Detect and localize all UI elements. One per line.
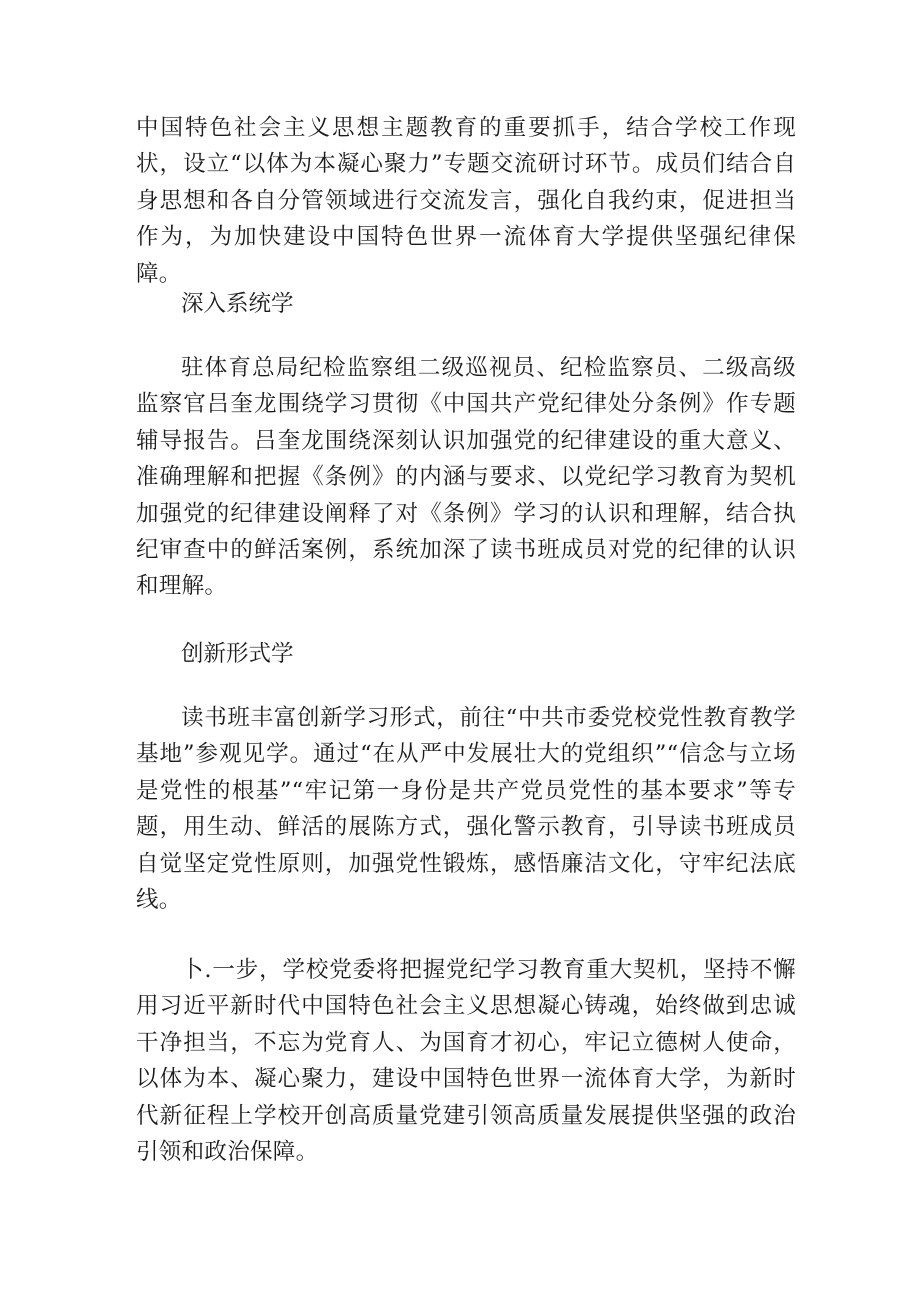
paragraph-next-steps: 卜.一步，学校党委将把握党纪学习教育重大契机，坚持不懈用习近平新时代中国特色社会主义思想凝心铸魂，始终做到忠诚干净担当，不忘为党育人、为国育才初心，牢记立德树人使命，以体为本、凝心聚力，建设中国特色世界一流体育大学，为新时代新征程上学校开创高质量党建引领高质量发展提供坚强的政治引领和政治保障。 — [136, 957, 796, 1166]
section-heading-innovative-study: 创新形式学 — [181, 641, 294, 667]
section-heading-deep-study: 深入系统学 — [181, 291, 294, 317]
paragraph-site-visit: 读书班丰富创新学习形式，前往“中共市委党校党性教育教学基地”参观见学。通过“在从严中发展壮大的党组织”“信念与立场是党性的根基”“牢记第一身份是共产党员党性的基本要求”等专题，用生动、鲜活的展陈方式，强化警示教育，引导读书班成员自觉坚定党性原则，加强党性锻炼，感悟廉洁文化，守牢纪法底线。 — [136, 705, 796, 914]
paragraph-seminar-summary: 中国特色社会主义思想主题教育的重要抓手，结合学校工作现状，设立“以体为本凝心聚力”专题交流研讨环节。成员们结合自身思想和各自分管领域进行交流发言，强化自我约束，促进担当作为，为加快建设中国特色世界一流体育大学提供坚强纪律保障。 — [136, 115, 796, 287]
paragraph-lecture-report: 驻体育总局纪检监察组二级巡视员、纪检监察员、二级高级监察官吕奎龙围绕学习贯彻《中国共产党纪律处分条例》作专题辅导报告。吕奎龙围绕深刻认识加强党的纪律建设的重大意义、准确理解和把握《条例》的内涵与要求、以党纪学习教育为契机加强党的纪律建设阐释了对《条例》学习的认识和理解，结合执纪审查中的鲜活案例，系统加深了读书班成员对党的纪律的认识和理解。 — [136, 355, 796, 600]
